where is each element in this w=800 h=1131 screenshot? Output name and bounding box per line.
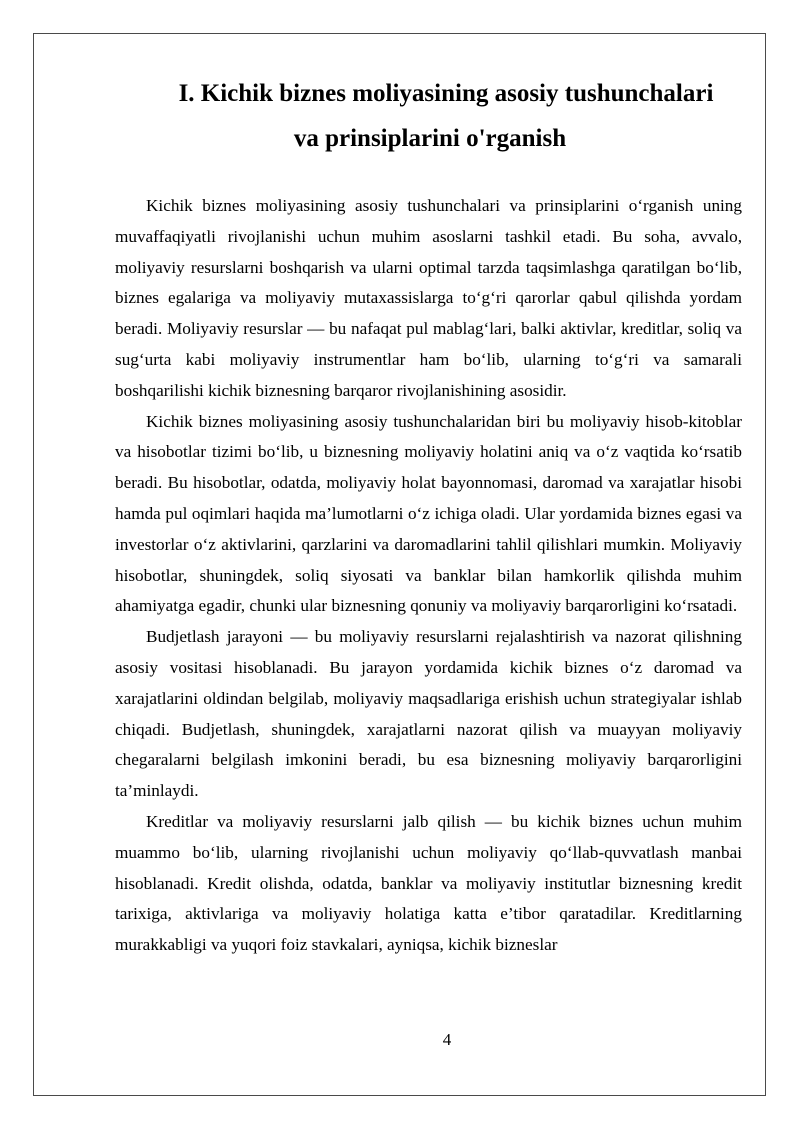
page-number: 4 xyxy=(442,1030,452,1049)
paragraph: Kichik biznes moliyasining asosiy tushunchalaridan biri bu moliyaviy hisob-kitoblar va hisobotlar tizimi bo‘lib, u biznesning moliyaviy holatini aniq va o‘z vaqtida ko‘rsatib beradi. Bu hisobotlar, odatda, moliyaviy holat bayonnomasi, daromad va xarajatlar hisobi hamda pul oqimlari haqida ma’lumotlarni o‘z ichiga oladi. Ular yordamida biznes egasi va investorlar o‘z aktivlarini, qarzlarini va daromadlarini tahlil qilishlari mumkin. Moliyaviy hisobotlar, shuningdek, soliq siyosati va banklar bilan hamkorlik qilishda muhim ahamiyatga egadir, chunki ular biznesning qonuniy va moliyaviy barqarorligini ko‘rsatadi. xyxy=(115,411,742,616)
paragraph: Budjetlash jarayoni — bu moliyaviy resurslarni rejalashtirish va nazorat qilishning asosiy vositasi hisoblanadi. Bu jarayon yordamida kichik biznes o‘z daromad va xarajatlarini oldindan belgilab, moliyaviy maqsadlariga erishish uchun strategiyalar ishlab chiqadi. Budjetlash, shuningdek, xarajatlarni nazorat qilish va muayyan moliyaviy chegaralarni belgilash imkonini beradi, bu esa biznesning moliyaviy barqarorligini ta’minlaydi. xyxy=(115,627,742,801)
document-title-line-2: va prinsiplarini o'rganish xyxy=(293,125,567,152)
document-title-line-1: I. Kichik biznes moliyasining asosiy tushunchalari xyxy=(178,80,714,107)
paragraph: Kichik biznes moliyasining asosiy tushunchalari va prinsiplarini o‘rganish uning muvaffaqiyatli rivojlanishi uchun muhim asoslarni tashkil etadi. Bu soha, avvalo, moliyaviy resurslarni boshqarish va ularni optimal tarzda taqsimlashga qaratilgan bo‘lib, biznes egalariga va moliyaviy mutaxassislarga to‘g‘ri qarorlar qabul qilishda yordam beradi. Moliyaviy resurslar — bu nafaqat pul mablag‘lari, balki aktivlar, kreditlar, soliq va sug‘urta kabi moliyaviy instrumentlar ham bo‘lib, ularning to‘g‘ri va samarali boshqarilishi kichik biznesning barqaror rivojlanishining asosidir. xyxy=(115,196,742,400)
paragraph: Kreditlar va moliyaviy resurslarni jalb qilish — bu kichik biznes uchun muhim muammo bo‘lib, ularning rivojlanishi uchun moliyaviy qo‘llab-quvvatlash manbai hisoblanadi. Kredit olishda, odatda, banklar va moliyaviy institutlar biznesning kredit tarixiga, aktivlariga va moliyaviy holatiga katta e’tibor qaratadilar. Kreditlarning murakkabligi va yuqori foiz stavkalari, ayniqsa, kichik bizneslar xyxy=(115,811,742,955)
document-body xyxy=(115,191,742,961)
